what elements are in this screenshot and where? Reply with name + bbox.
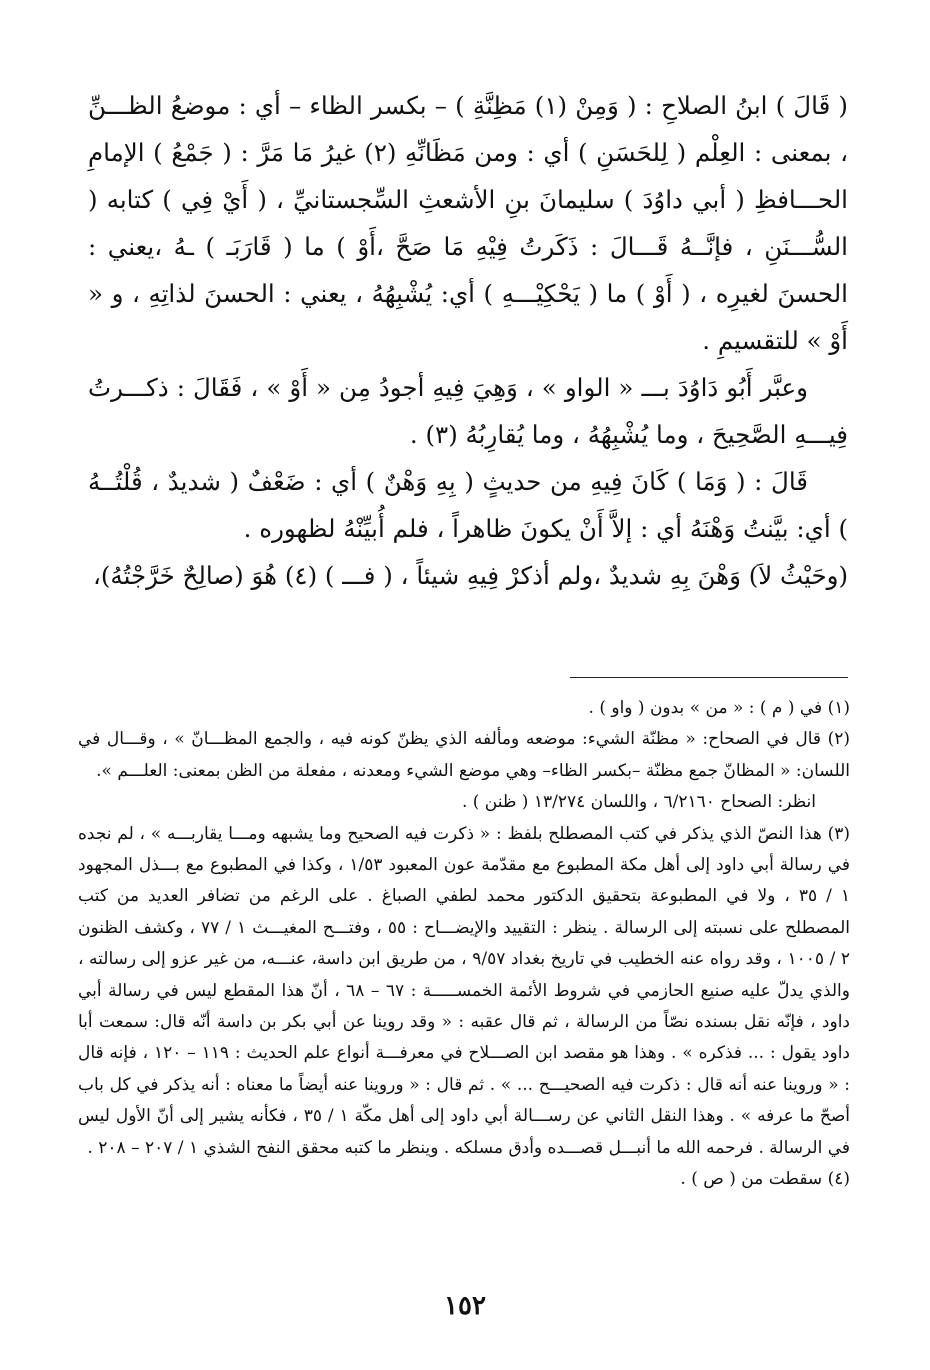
main-text — [88, 82, 848, 599]
main-paragraph-4: (وحَيْثُ لاَ) وَهْنَ بِهِ شديدٌ ،ولم أذكرْ فِيهِ شيئاً ، ( فـــ ) (٤) هُوَ (صالِحٌ خَرَّجْتُهُ)، — [92, 561, 848, 590]
footnote-2: (٢) قال في الصحاح: « مظنّة الشيء: موضعه ومألفه الذي يظنّ كونه فيه ، والجمع المظـــانّ » ، وقـــال في اللسان: « المظانّ جمع مظنّة –بكسر الظاء– وهي موضع الشيء ومعدنه ، مفعلة من الظن بمعنى: العلـــم ». — [78, 729, 850, 781]
footnote-divider — [570, 677, 848, 678]
page-number: ١٥٢ — [444, 1291, 486, 1321]
main-paragraph-2: وعبَّر أَبُو دَاوُدَ بـــ « الواو » ، وَهِيَ فِيهِ أجودُ مِن « أَوْ » ، فَقَالَ : ذكـــرتُ فِيـــهِ الصَّحِيحَ ، وما يُشْبِهُهُ ، وما يُقارِبُهُ (٣) . — [88, 373, 848, 449]
footnotes — [78, 693, 850, 1196]
footnote-4: (٤) سقطت من ( ص ) . — [680, 1169, 850, 1190]
main-paragraph-1: ( قَالَ ) ابنُ الصلاحِ : ( وَمِنْ (١) مَظِنَّةِ ) – بكسر الظاء – أي : موضعُ الظـــنِّ ، بمعنى : العِلْم ( لِلحَسَنِ ) أي : ومن مَظَانِّهِ (٢) غيرُ مَا مَرَّ : ( جَمْعُ ) الإمامِ الحـــافظِ ( أبي داوُدَ ) سليمانَ بنِ الأشعثِ السِّجستانيِّ ، ( أَيْ فِي ) كتابه ( السُّـــنَنِ ، فإنَّــهُ قَـــالَ : ذَكَرتُ فِيْهِ مَا صَحَّ ،أَوْ ) ما ( قَارَبَـ ) ـهُ ،يعني : الحسنَ لغيرِه ، ( أَوْ ) ما ( يَحْكِيْـــهِ ) أي: يُشْبِهُهُ ، يعني : الحسنَ لذاتِهِ ، و « أَوْ » للتقسيمِ . — [88, 91, 848, 355]
footnote-2-reference: انظر: الصحاح ٦/٢١٦٠ ، واللسان ١٣/٢٧٤ ( ظنن ) . — [461, 792, 816, 813]
footnote-3: (٣) هذا النصّ الذي يذكر في كتب المصطلح بلفظ : « ذكرت فيه الصحيح وما يشبهه ومـــا يقاربـــه » ، لم نجده في رسالة أبي داود إلى أهل مكة المطبوع مع مقدّمة عون المعبود ١/٥٣ ، وكذا في المطبوع مع بـــذل المجهود ١ / ٣٥ ، ولا في المطبوعة بتحقيق الدكتور محمد لطفي الصباغ . على الرغم من تضافر العديد من كتب المصطلح على نسبته إلى الرسالة . ينظر : التقييد والإيضـــاح : ٥٥ ، وفتـــح المغيـــث ١ / ٧٧ ، وكشف الظنون ٢ / ١٠٠٥ ، وقد رواه عنه الخطيب في تاريخ بغداد ٩/٥٧ ، من طريق ابن داسة، عنـــه، من غير عزو إلى رسالته ، والذي يدلّ عليه صنيع الحازمي في شروط الأئمة الخمســـــة : ٦٧ – ٦٨ ، أنّ هذا المقطع ليس في رسالة أبي داود ، فإنّه نقل بسنده نصّاً من الرسالة ، ثم قال عقبه : « وقد روينا عن أبي بكر بن داسة أنّه قال: سمعت أبا داود يقول : ... فذكره » . وهذا هو مقصد ابن الصـــلاح في معرفـــة أنواع علم الحديث : ١١٩ – ١٢٠ ، فإنه قال : « وروينا عنه أنه قال : ذكرت فيه الصحيـــح ... » . ثم قال : « وروينا عنه أيضاً ما معناه : أنه يذكر في كل باب أصحّ ما عرفه » . وهذا النقل الثاني عن رســـالة أبي داود إلى أهل مكّة ١ / ٣٥ ، فكأنه يشير إلى أنّ الأول ليس في الرسالة . فرحمه الله ما أنبـــل قصـــده وأدق مسلكه . وينظر ما كتبه محقق النفح الشذي ١ / ٢٠٧ – ٢٠٨ . — [78, 823, 851, 1158]
main-paragraph-3: قَالَ : ( وَمَا ) كَانَ فِيهِ من حديثٍ ( بِهِ وَهْنٌ ) أي : ضَعْفٌ ( شديدٌ ، قُلْتُــهُ ) أي: بيَّنتُ وَهْنَهُ أي : إلاَّ أَنْ يكونَ ظاهراً ، فلم أُبيِّنْهُ لظهوره . — [88, 467, 848, 543]
footnote-1: (١) في ( م ) : « من » بدون ( واو ) . — [588, 698, 850, 718]
